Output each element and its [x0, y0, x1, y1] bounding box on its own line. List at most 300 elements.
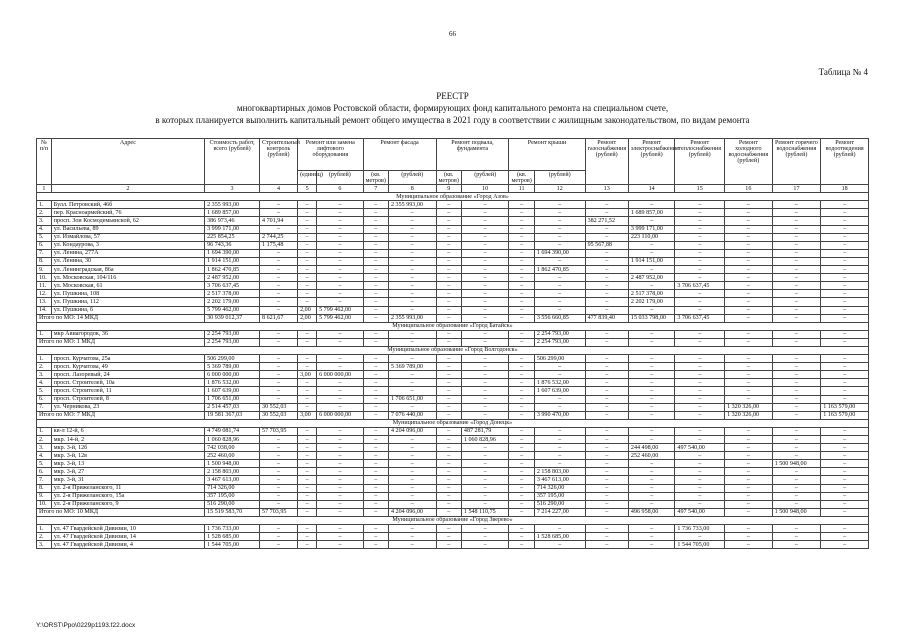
row-address: мкр. 14-й, 2	[51, 436, 204, 444]
table-cell: –	[317, 500, 364, 508]
table-cell: 382 271,52	[585, 217, 628, 225]
table-cell: –	[509, 468, 534, 476]
table-cell: –	[772, 500, 821, 508]
table-cell: 1 607 639,00	[205, 387, 260, 395]
table-cell: –	[436, 306, 461, 314]
table-cell: –	[821, 468, 869, 476]
row-address: просп. Строителей, 10а	[51, 379, 204, 387]
table-cell: –	[585, 249, 628, 257]
table-cell: –	[821, 460, 869, 468]
table-cell: –	[509, 363, 534, 371]
table-row	[37, 541, 869, 549]
column-number: 15	[675, 185, 725, 193]
table-cell: 244 498,00	[628, 444, 675, 452]
table-cell: –	[436, 500, 461, 508]
table-cell: –	[298, 436, 317, 444]
table-cell: –	[534, 525, 585, 533]
table-cell: –	[509, 217, 534, 225]
table-cell: –	[821, 330, 869, 338]
table-cell: 506 299,00	[534, 355, 585, 363]
table-cell: –	[363, 387, 388, 395]
table-cell: –	[317, 233, 364, 241]
table-cell: –	[772, 468, 821, 476]
table-cell: 1 689 857,00	[205, 209, 260, 217]
total-row	[37, 508, 869, 516]
table-cell: 1 544 705,00	[205, 541, 260, 549]
table-row	[37, 217, 869, 225]
table-cell: –	[675, 500, 725, 508]
table-cell: –	[509, 533, 534, 541]
table-cell: –	[317, 282, 364, 290]
table-cell: –	[585, 427, 628, 435]
table-cell: 3 999 171,00	[628, 225, 675, 233]
row-address: ул. Ленина, 30	[51, 257, 204, 265]
table-row	[37, 330, 869, 338]
row-address: ул. 2-я Прижеланского, 15а	[51, 492, 204, 500]
table-row	[37, 241, 869, 249]
table-cell: –	[461, 225, 509, 233]
header-address: Адрес	[51, 139, 204, 185]
header-elevator: Ремонт или замена лифтового оборудования	[298, 139, 364, 171]
table-cell: –	[363, 436, 388, 444]
table-cell: –	[461, 266, 509, 274]
table-cell: –	[298, 492, 317, 500]
table-cell: –	[628, 468, 675, 476]
table-cell: –	[675, 492, 725, 500]
table-cell: 1 689 857,00	[628, 209, 675, 217]
table-cell: –	[298, 452, 317, 460]
table-cell: –	[461, 395, 509, 403]
table-cell: –	[298, 460, 317, 468]
column-number: 17	[772, 185, 821, 193]
table-cell: –	[363, 500, 388, 508]
table-cell: –	[260, 436, 298, 444]
table-cell: –	[509, 444, 534, 452]
table-cell: –	[772, 492, 821, 500]
table-cell: –	[675, 233, 725, 241]
table-cell: –	[388, 371, 436, 379]
table-cell: –	[534, 217, 585, 225]
table-cell: –	[725, 274, 773, 282]
table-cell: –	[436, 225, 461, 233]
table-cell: –	[534, 257, 585, 265]
table-cell: 1 163 579,00	[821, 403, 869, 411]
table-cell: –	[298, 257, 317, 265]
total-cell: –	[821, 314, 869, 322]
table-cell: –	[260, 282, 298, 290]
table-cell: –	[363, 427, 388, 435]
table-cell: –	[585, 476, 628, 484]
table-cell: –	[772, 444, 821, 452]
table-cell: 252 460,00	[628, 452, 675, 460]
header-basement-m2: (кв. метров)	[436, 171, 461, 185]
table-row	[37, 476, 869, 484]
table-cell: –	[509, 541, 534, 549]
column-number: 13	[585, 185, 628, 193]
section-title: Муниципальное образование «Город Азов»	[37, 193, 869, 201]
table-cell: –	[585, 274, 628, 282]
table-cell: 1 876 532,00	[205, 379, 260, 387]
row-number: 2.	[37, 363, 52, 371]
table-cell: 516 290,00	[534, 500, 585, 508]
row-address: ул. 47 Гвардейской Дивизии, 14	[51, 533, 204, 541]
table-cell: 2 202 179,00	[628, 298, 675, 306]
row-number: 5.	[37, 460, 52, 468]
header-cold-water: Ремонт холодного водоснабжения (рублей)	[725, 139, 773, 185]
table-cell: –	[388, 541, 436, 549]
table-cell: –	[317, 249, 364, 257]
table-cell: –	[317, 209, 364, 217]
table-cell: –	[363, 541, 388, 549]
table-cell: –	[772, 363, 821, 371]
table-cell: 3 706 637,45	[205, 282, 260, 290]
table-cell: –	[436, 468, 461, 476]
table-cell: –	[585, 233, 628, 241]
column-number: 11	[509, 185, 534, 193]
table-cell: –	[628, 460, 675, 468]
table-cell: –	[260, 363, 298, 371]
total-cell: –	[363, 338, 388, 346]
table-cell: –	[675, 379, 725, 387]
table-cell: –	[317, 452, 364, 460]
table-cell: –	[317, 468, 364, 476]
table-cell: –	[388, 298, 436, 306]
header-cost: Стоимость работ, всего (рублей)	[205, 139, 260, 185]
table-cell: –	[317, 444, 364, 452]
table-cell: –	[725, 500, 773, 508]
total-cell: –	[675, 338, 725, 346]
document-subtitle-line-1: многоквартирных домов Ростовской области, формирующих фонд капитального ремонта на специальном счете,	[236, 103, 669, 113]
table-cell: –	[675, 395, 725, 403]
table-cell: –	[509, 274, 534, 282]
table-cell: 2 254 793,00	[205, 330, 260, 338]
row-address: пер. Красноармейский, 76	[51, 209, 204, 217]
total-label: Итого по МО: 14 МКД	[37, 314, 205, 322]
table-cell: –	[388, 257, 436, 265]
table-cell: –	[509, 371, 534, 379]
header-roof-m2: (кв. метров)	[509, 171, 534, 185]
table-cell: 4 204 096,00	[388, 427, 436, 435]
table-cell: –	[534, 444, 585, 452]
table-cell: –	[725, 476, 773, 484]
column-number: 6	[317, 185, 364, 193]
table-cell: 2 158 803,00	[205, 468, 260, 476]
page-number: 66	[449, 30, 456, 38]
table-cell: –	[509, 460, 534, 468]
table-cell: –	[388, 460, 436, 468]
table-cell: –	[461, 460, 509, 468]
table-cell: –	[260, 476, 298, 484]
table-cell: –	[534, 233, 585, 241]
table-cell: –	[260, 395, 298, 403]
column-number: 7	[363, 185, 388, 193]
table-cell: 1 736 733,00	[675, 525, 725, 533]
table-cell: –	[628, 363, 675, 371]
table-cell: –	[534, 274, 585, 282]
table-cell: 2,00	[298, 306, 317, 314]
table-cell: –	[388, 436, 436, 444]
table-cell: –	[436, 387, 461, 395]
total-cell: 1 500 948,00	[772, 508, 821, 516]
row-number: 5.	[37, 233, 52, 241]
table-cell: 506 299,00	[205, 355, 260, 363]
table-cell: –	[534, 298, 585, 306]
table-cell: –	[534, 403, 585, 411]
row-address: ул. Черникова, 23	[51, 403, 204, 411]
table-cell: –	[363, 233, 388, 241]
table-cell: 2 517 378,00	[628, 290, 675, 298]
table-cell: –	[388, 379, 436, 387]
table-cell: –	[821, 209, 869, 217]
total-cell: –	[821, 508, 869, 516]
table-cell: –	[363, 525, 388, 533]
table-cell: –	[509, 209, 534, 217]
table-cell: –	[317, 492, 364, 500]
table-cell: –	[628, 201, 675, 209]
table-cell: –	[725, 257, 773, 265]
table-cell: –	[363, 266, 388, 274]
table-cell: 2 158 803,00	[534, 468, 585, 476]
table-cell: –	[388, 403, 436, 411]
total-cell: –	[298, 508, 317, 516]
table-cell: –	[260, 257, 298, 265]
table-cell: –	[461, 217, 509, 225]
table-cell: –	[821, 363, 869, 371]
table-cell: –	[585, 500, 628, 508]
table-cell: –	[317, 427, 364, 435]
total-cell: 1 320 326,00	[725, 411, 773, 419]
table-cell: –	[821, 282, 869, 290]
table-cell: –	[363, 395, 388, 403]
table-row	[37, 274, 869, 282]
row-number: 9.	[37, 492, 52, 500]
table-cell: 30 552,03	[260, 403, 298, 411]
table-cell: –	[317, 298, 364, 306]
table-cell: –	[509, 290, 534, 298]
table-cell: –	[260, 387, 298, 395]
table-cell: –	[317, 395, 364, 403]
table-cell: –	[821, 387, 869, 395]
table-cell: –	[388, 282, 436, 290]
total-cell: –	[436, 314, 461, 322]
table-cell: –	[436, 363, 461, 371]
column-number-row	[37, 185, 869, 193]
table-cell: –	[436, 476, 461, 484]
table-cell: –	[628, 403, 675, 411]
table-cell: –	[388, 233, 436, 241]
table-cell: –	[317, 460, 364, 468]
total-cell: –	[298, 338, 317, 346]
section-row	[37, 322, 869, 330]
table-cell: –	[725, 387, 773, 395]
table-cell: 3 706 637,45	[675, 282, 725, 290]
table-cell: –	[772, 387, 821, 395]
table-cell: –	[628, 533, 675, 541]
table-row	[37, 355, 869, 363]
table-cell: –	[725, 241, 773, 249]
table-cell: –	[725, 452, 773, 460]
table-cell: –	[725, 282, 773, 290]
table-cell: –	[436, 201, 461, 209]
row-number: 2.	[37, 436, 52, 444]
table-cell: –	[461, 468, 509, 476]
table-row	[37, 395, 869, 403]
table-cell: –	[461, 233, 509, 241]
table-cell: 1 500 948,00	[205, 460, 260, 468]
table-cell: 1 175,48	[260, 241, 298, 249]
table-cell: –	[509, 403, 534, 411]
table-cell: 1 544 705,00	[675, 541, 725, 549]
table-cell: –	[509, 298, 534, 306]
table-cell: –	[772, 241, 821, 249]
table-cell: –	[628, 476, 675, 484]
table-cell: –	[298, 444, 317, 452]
row-address: ул. 47 Гвардейской Дивизии, 10	[51, 525, 204, 533]
table-cell: –	[461, 257, 509, 265]
table-cell: –	[317, 201, 364, 209]
header-basement: Ремонт подвала, фундамента	[436, 139, 509, 171]
table-cell: –	[436, 249, 461, 257]
table-cell: –	[772, 233, 821, 241]
table-cell: –	[821, 436, 869, 444]
table-cell: 1 500 948,00	[772, 460, 821, 468]
table-cell: –	[363, 444, 388, 452]
table-cell: –	[436, 533, 461, 541]
table-cell: –	[725, 541, 773, 549]
table-cell: –	[317, 217, 364, 225]
total-cell: –	[260, 338, 298, 346]
total-cell: –	[725, 338, 773, 346]
row-number: 7.	[37, 403, 52, 411]
table-cell: –	[628, 500, 675, 508]
table-cell: –	[534, 395, 585, 403]
table-cell: –	[363, 492, 388, 500]
table-cell: –	[821, 476, 869, 484]
table-cell: 95 567,88	[585, 241, 628, 249]
table-cell: –	[628, 492, 675, 500]
table-cell: –	[461, 452, 509, 460]
table-cell: –	[260, 225, 298, 233]
total-cell: 1 163 579,00	[821, 411, 869, 419]
table-cell: –	[772, 298, 821, 306]
table-cell: 2 487 952,00	[628, 274, 675, 282]
table-cell: –	[821, 266, 869, 274]
table-cell: –	[585, 363, 628, 371]
row-number: 10.	[37, 500, 52, 508]
section-row	[37, 516, 869, 524]
table-cell: –	[298, 395, 317, 403]
table-cell: –	[534, 436, 585, 444]
total-cell: 2 254 793,00	[534, 338, 585, 346]
table-cell: –	[436, 274, 461, 282]
table-cell: –	[585, 306, 628, 314]
table-cell: 5 799 462,00	[205, 306, 260, 314]
header-facade-rub: (рублей)	[388, 171, 436, 185]
section-title: Муниципальное образование «Город Волгодонск»	[37, 346, 869, 354]
table-cell: –	[461, 201, 509, 209]
column-number: 14	[628, 185, 675, 193]
table-cell: –	[675, 403, 725, 411]
row-number: 11.	[37, 282, 52, 290]
total-cell: –	[461, 338, 509, 346]
table-cell: –	[363, 460, 388, 468]
header-elevator-rub: (рублей)	[317, 171, 364, 185]
table-cell: –	[772, 525, 821, 533]
table-cell: –	[821, 233, 869, 241]
table-cell: –	[298, 282, 317, 290]
table-cell: –	[585, 460, 628, 468]
table-cell: –	[436, 541, 461, 549]
total-cell: 7 214 227,00	[534, 508, 585, 516]
table-cell: –	[675, 266, 725, 274]
table-cell: –	[675, 460, 725, 468]
table-cell: –	[436, 452, 461, 460]
header-no: № п/п	[37, 139, 52, 185]
table-cell: –	[317, 525, 364, 533]
table-cell: –	[363, 484, 388, 492]
table-row	[37, 201, 869, 209]
table-cell: –	[585, 395, 628, 403]
table-cell: –	[388, 290, 436, 298]
table-cell: –	[298, 290, 317, 298]
table-cell: –	[585, 201, 628, 209]
table-cell: –	[298, 266, 317, 274]
table-cell: –	[725, 298, 773, 306]
table-cell: –	[725, 249, 773, 257]
total-row	[37, 338, 869, 346]
table-cell: 386 973,46	[205, 217, 260, 225]
table-cell: –	[725, 355, 773, 363]
column-number: 18	[821, 185, 869, 193]
table-cell: 223 110,00	[628, 233, 675, 241]
row-address: мкр. 3-й, 12в	[51, 452, 204, 460]
total-row	[37, 314, 869, 322]
table-cell: –	[675, 355, 725, 363]
row-number: 4.	[37, 225, 52, 233]
table-cell: –	[461, 444, 509, 452]
row-address: просп. Курчатова, 25а	[51, 355, 204, 363]
table-cell: –	[260, 274, 298, 282]
table-cell: 714 326,00	[534, 484, 585, 492]
table-cell: 2 744,25	[260, 233, 298, 241]
row-number: 5.	[37, 387, 52, 395]
table-cell: –	[772, 355, 821, 363]
column-number: 16	[725, 185, 773, 193]
table-cell: –	[821, 298, 869, 306]
table-cell: –	[509, 484, 534, 492]
total-cell: –	[509, 411, 534, 419]
table-cell: –	[772, 257, 821, 265]
row-address: ул. 2-я Прижеланского, 9	[51, 500, 204, 508]
table-row	[37, 266, 869, 274]
table-cell: –	[363, 274, 388, 282]
total-cell: 497 540,00	[675, 508, 725, 516]
section-title: Муниципальное образование «Город Донецк»	[37, 419, 869, 427]
table-cell: –	[534, 452, 585, 460]
table-cell: –	[585, 484, 628, 492]
table-cell: –	[317, 436, 364, 444]
table-cell: 1 320 326,00	[725, 403, 773, 411]
table-cell: –	[534, 201, 585, 209]
row-number: 9.	[37, 266, 52, 274]
table-cell: –	[363, 298, 388, 306]
table-cell: –	[628, 306, 675, 314]
table-cell: –	[509, 427, 534, 435]
table-row	[37, 290, 869, 298]
total-cell: –	[363, 508, 388, 516]
table-row	[37, 533, 869, 541]
table-row	[37, 403, 869, 411]
